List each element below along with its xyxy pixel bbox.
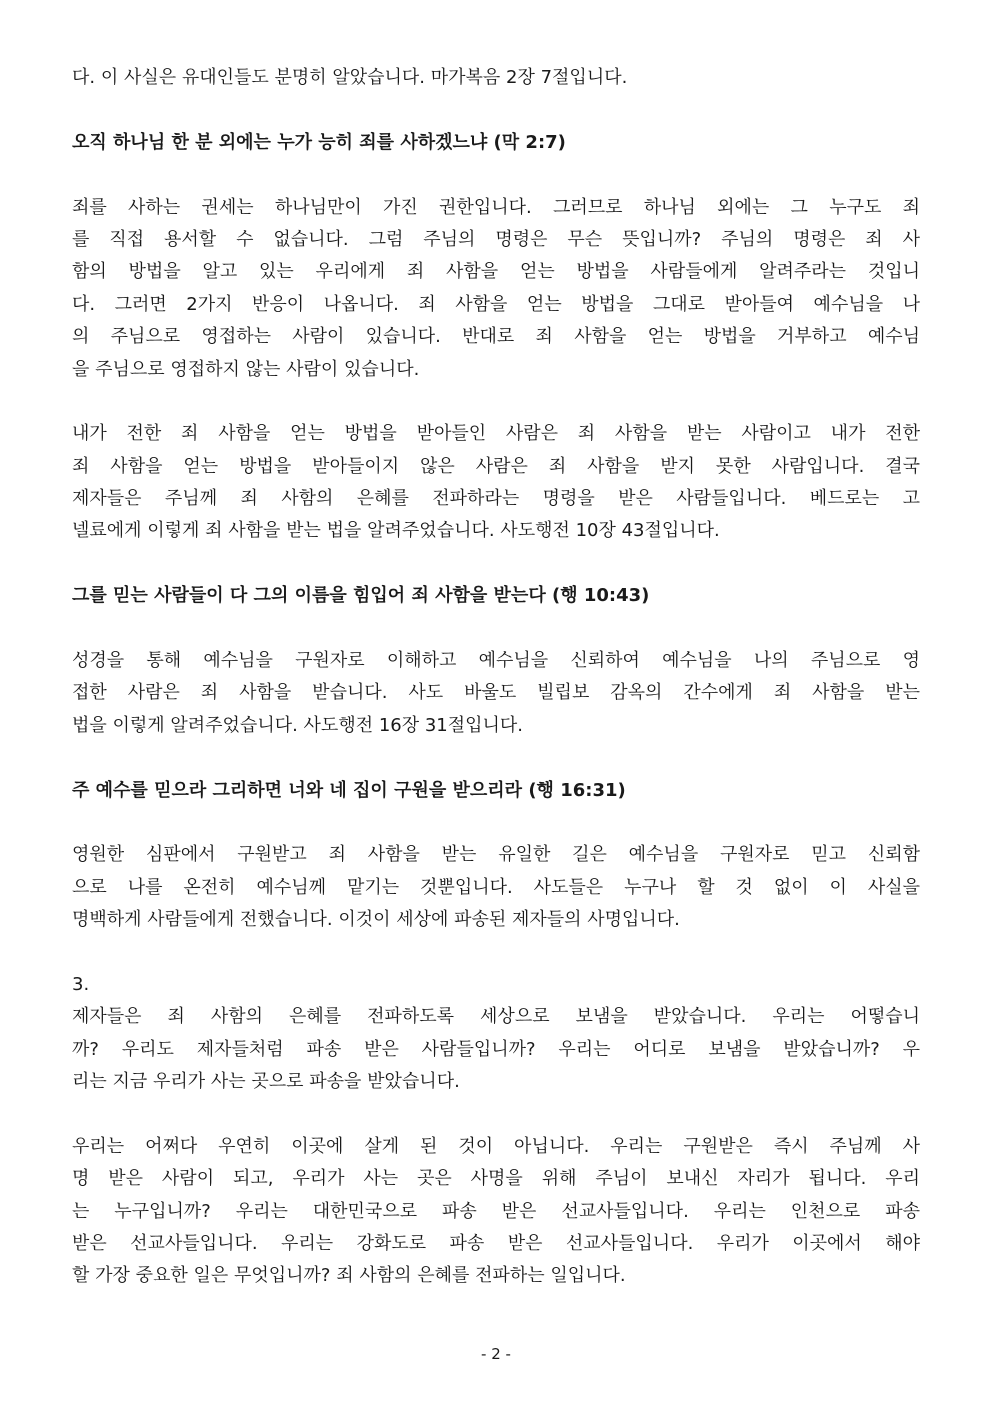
text-line: 내가 전한 죄 사함을 얻는 방법을 받아들인 사람은 죄 사함을 받는 사람이고 내가 전한 — [72, 423, 920, 445]
text-line: 영원한 심판에서 구원받고 죄 사함을 받는 유일한 길은 예수님을 구원자로 믿고 신뢰함 — [72, 844, 920, 866]
paragraph-gap — [72, 159, 920, 191]
text-line: 성경을 통해 예수님을 구원자로 이해하고 예수님을 신뢰하여 예수님을 나의 주님으로 영 — [72, 650, 920, 672]
scripture-quote — [72, 775, 920, 807]
paragraph-gap — [72, 386, 920, 418]
paragraph-gap — [72, 807, 920, 839]
text-line: 명 받은 사람이 되고, 우리가 사는 곳은 사명을 위해 주님이 보내신 자리가 됩니다. 우리 — [72, 1168, 920, 1190]
text-line: 제자들은 주님께 죄 사함의 은혜를 전파하라는 명령을 받은 사람들입니다. 베드로는 고 — [72, 488, 920, 510]
text-line: 제자들은 죄 사함의 은혜를 전파하도록 세상으로 보냄을 받았습니다. 우리는 어떻습니 — [72, 1006, 920, 1028]
text-line: 다. 그러면 2가지 반응이 나옵니다. 죄 사함을 얻는 방법을 그대로 받아들여 예수님을 나 — [72, 293, 920, 315]
paragraph — [72, 62, 920, 94]
text-line: 의 주님으로 영접하는 사람이 있습니다. 반대로 죄 사함을 얻는 방법을 거부하고 예수님 — [72, 326, 920, 348]
paragraph-gap — [72, 548, 920, 580]
paragraph — [72, 418, 920, 548]
scripture-quote — [72, 580, 920, 612]
text-line: 3. — [72, 973, 90, 995]
paragraph-gap — [72, 742, 920, 774]
text-line: 를 직접 용서할 수 없습니다. 그럼 주님의 명령은 무슨 뜻입니까? 주님의 명령은 죄 사 — [72, 228, 920, 250]
paragraph — [72, 192, 920, 386]
text-line: 명백하게 사람들에게 전했습니다. 이것이 세상에 파송된 제자들의 사명입니다. — [72, 909, 680, 931]
text-line: 오직 하나님 한 분 외에는 누가 능히 죄를 사하겠느냐 (막 2:7) — [72, 131, 566, 153]
text-line: 함의 방법을 알고 있는 우리에게 죄 사함을 얻는 방법을 사람들에게 알려주라는 것입니 — [72, 261, 920, 283]
paragraph-gap — [72, 937, 920, 969]
scripture-quote — [72, 127, 920, 159]
text-line: 주 예수를 믿으라 그리하면 너와 네 집이 구원을 받으리라 (행 16:31) — [72, 779, 626, 801]
text-line: 그를 믿는 사람들이 다 그의 이름을 힘입어 죄 사함을 받는다 (행 10:43) — [72, 585, 650, 607]
text-line: 죄를 사하는 권세는 하나님만이 가진 권한입니다. 그러므로 하나님 외에는 그 누구도 죄 — [72, 196, 920, 218]
text-line: 법을 이렇게 알려주었습니다. 사도행전 16장 31절입니다. — [72, 714, 524, 736]
text-line: 할 가장 중요한 일은 무엇입니까? 죄 사함의 은혜를 전파하는 일입니다. — [72, 1265, 626, 1287]
paragraph — [72, 1131, 920, 1293]
text-line: 넬료에게 이렇게 죄 사함을 받는 법을 알려주었습니다. 사도행전 10장 43절입니다. — [72, 520, 720, 542]
text-line: 우리는 어쩌다 우연히 이곳에 살게 된 것이 아닙니다. 우리는 구원받은 즉시 주님께 사 — [72, 1135, 920, 1157]
text-line: 접한 사람은 죄 사함을 받습니다. 사도 바울도 빌립보 감옥의 간수에게 죄 사함을 받는 — [72, 682, 920, 704]
paragraph-gap — [72, 1099, 920, 1131]
paragraph — [72, 645, 920, 742]
paragraph — [72, 969, 920, 1099]
paragraph-gap — [72, 613, 920, 645]
text-line: 까? 우리도 제자들처럼 파송 받은 사람들입니까? 우리는 어디로 보냄을 받았습니까? 우 — [72, 1038, 920, 1060]
text-line: 받은 선교사들입니다. 우리는 강화도로 파송 받은 선교사들입니다. 우리가 이곳에서 해야 — [72, 1233, 920, 1255]
page-number: - 2 - — [481, 1345, 511, 1363]
text-line: 죄 사함을 얻는 방법을 받아들이지 않은 사람은 죄 사함을 받지 못한 사람입니다. 결국 — [72, 455, 920, 477]
text-line: 으로 나를 온전히 예수님께 맡기는 것뿐입니다. 사도들은 누구나 할 것 없이 이 사실을 — [72, 876, 920, 898]
text-line: 다. 이 사실은 유대인들도 분명히 알았습니다. 마가복음 2장 7절입니다. — [72, 67, 628, 88]
paragraph-gap — [72, 94, 920, 126]
paragraph — [72, 839, 920, 936]
text-line: 리는 지금 우리가 사는 곳으로 파송을 받았습니다. — [72, 1071, 460, 1093]
document-body — [72, 62, 920, 1293]
text-line: 는 누구입니까? 우리는 대한민국으로 파송 받은 선교사들입니다. 우리는 인천으로 파송 — [72, 1200, 920, 1222]
text-line: 을 주님으로 영접하지 않는 사람이 있습니다. — [72, 358, 420, 380]
